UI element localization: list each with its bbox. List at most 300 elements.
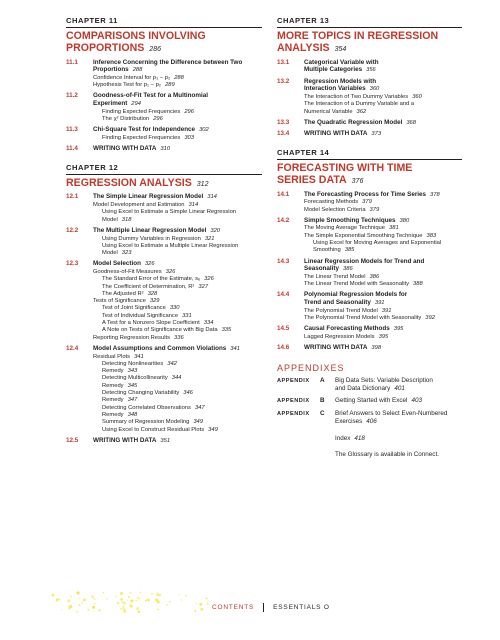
decorative-dot xyxy=(206,597,208,599)
subsection-title: Tests of Significance xyxy=(93,298,146,305)
chapter-rule xyxy=(277,27,462,28)
section-entry[interactable] xyxy=(66,437,262,446)
subsection-entry[interactable] xyxy=(66,375,262,382)
decorative-dot xyxy=(139,598,141,600)
appendix-entry[interactable] xyxy=(277,377,462,394)
page-number: 318 xyxy=(121,216,132,223)
section-entry[interactable] xyxy=(66,227,262,236)
page-number: 323 xyxy=(121,250,132,257)
decorative-dot xyxy=(98,609,101,612)
page-number: 379 xyxy=(362,199,372,206)
decorative-dot xyxy=(169,601,171,603)
chapter-label: CHAPTER 14 xyxy=(277,148,330,158)
page-number: 395 xyxy=(378,333,389,340)
subsection-title: Detecting Changing Variability xyxy=(102,390,180,397)
subsection-title: Detecting Correlated Observations xyxy=(102,404,191,411)
chapter-label: CHAPTER 13 xyxy=(277,16,330,25)
section-number: 12.2 xyxy=(66,226,79,234)
page-number: 348 xyxy=(127,411,138,418)
chapter-rule xyxy=(66,174,262,175)
appendixes-heading: APPENDIXES xyxy=(277,362,345,373)
section-number: 13.1 xyxy=(277,58,290,66)
subsection-title: Model Development and Estimation xyxy=(93,202,185,209)
page-number: 341 xyxy=(134,353,144,360)
subsection-title: Reporting Regression Results xyxy=(93,334,171,341)
page-number: 381 xyxy=(389,225,399,232)
page-number: 328 xyxy=(147,290,158,297)
chapter-title[interactable] xyxy=(66,31,262,56)
decorative-dot xyxy=(123,610,126,613)
subsection-title: Remedy xyxy=(102,382,124,389)
section-title: WRITING WITH DATA xyxy=(304,344,368,352)
page-number: 334 xyxy=(203,320,214,327)
decorative-dot xyxy=(103,592,104,593)
subsection-title: Using Excel for Moving Averages and Exponential xyxy=(313,240,442,247)
page-number: 329 xyxy=(149,298,160,305)
section-entry[interactable] xyxy=(66,260,262,269)
page-number: 342 xyxy=(167,360,177,367)
page-number: 288 xyxy=(132,67,143,74)
subsection-title: Model xyxy=(102,216,118,223)
section-number: 12.4 xyxy=(66,344,79,352)
subsection-entry[interactable] xyxy=(277,101,462,116)
subsection-entry[interactable] xyxy=(66,390,262,397)
section-title: The Quadratic Regression Model xyxy=(304,118,403,126)
decorative-dot xyxy=(151,593,153,595)
section-title: The Simple Linear Regression Model xyxy=(93,193,204,201)
section-entry[interactable] xyxy=(277,344,462,353)
decorative-dot xyxy=(123,602,126,605)
decorative-dot xyxy=(207,603,209,605)
subsection-entry[interactable] xyxy=(66,284,262,291)
decorative-dot xyxy=(81,602,83,604)
subsection-title: Using Excel to Construct Residual Plots xyxy=(102,426,205,433)
page-number: 354 xyxy=(334,45,347,53)
subsection-title: Remedy xyxy=(102,368,124,375)
section-number: 11.3 xyxy=(66,126,78,134)
subsection-entry[interactable] xyxy=(277,233,462,240)
appendix-tag: APPENDIX xyxy=(277,410,310,417)
page-number: 330 xyxy=(169,305,180,312)
section-number: 13.4 xyxy=(277,130,290,138)
page-number: 368 xyxy=(406,119,416,126)
page-number: 403 xyxy=(411,397,422,405)
decorative-dot xyxy=(199,603,202,606)
page-number: 314 xyxy=(188,202,199,209)
appendix-title: Exercises xyxy=(335,418,363,426)
section-entry[interactable] xyxy=(66,145,262,154)
decorative-dot xyxy=(138,611,141,614)
page-number: 379 xyxy=(369,206,380,213)
decorative-dot xyxy=(147,599,150,602)
section-entry[interactable] xyxy=(66,92,262,108)
section-number: 13.3 xyxy=(277,118,290,126)
decorative-dot xyxy=(179,594,181,596)
section-entry[interactable] xyxy=(66,126,262,135)
page-number: 401 xyxy=(394,385,405,393)
chapter-label: CHAPTER 12 xyxy=(66,162,119,172)
chapter-title-line: COMPARISONS INVOLVING xyxy=(66,30,206,42)
page-number: 360 xyxy=(412,93,422,100)
section-number: 11.4 xyxy=(66,145,78,153)
subsection-entry[interactable] xyxy=(66,405,262,412)
subsection-entry[interactable] xyxy=(66,298,262,305)
section-entry[interactable] xyxy=(277,130,462,139)
section-title: Model Selection xyxy=(93,260,141,268)
page-number: 320 xyxy=(210,227,221,234)
chapter-title-line: MORE TOPICS IN REGRESSION xyxy=(277,30,439,42)
decorative-dot xyxy=(130,599,133,602)
page-number: 312 xyxy=(196,180,209,188)
section-title: The Multiple Linear Regression Model xyxy=(93,226,207,234)
footer-separator xyxy=(263,603,264,612)
subsection-entry[interactable] xyxy=(66,412,262,419)
chapter-title[interactable] xyxy=(277,163,462,188)
section-entry[interactable] xyxy=(277,258,462,274)
chapter-title-line: SERIES DATA xyxy=(277,173,347,186)
appendix-letter: A xyxy=(320,376,325,384)
subsection-title: Finding Expected Frequencies xyxy=(102,108,181,115)
decorative-dot xyxy=(200,608,203,611)
decorative-dot xyxy=(70,595,72,597)
decorative-dot xyxy=(56,598,58,600)
subsection-entry[interactable] xyxy=(277,334,462,341)
subsection-title: Numerical Variable xyxy=(304,108,353,115)
subsection-title: Residual Plots xyxy=(93,353,131,360)
subsection-title: The Interaction of a Dummy Variable and a xyxy=(304,101,415,108)
section-number: 14.4 xyxy=(277,291,290,299)
subsection-title: Using Dummy Variables in Regression xyxy=(102,235,201,242)
decorative-dot xyxy=(94,598,96,600)
subsection-entry[interactable] xyxy=(66,397,262,404)
appendix-entry[interactable] xyxy=(277,410,462,427)
section-number: 14.1 xyxy=(277,190,290,198)
appendix-title: Getting Started with Excel xyxy=(335,397,408,405)
subsection-entry[interactable] xyxy=(66,236,262,243)
subsection-entry[interactable] xyxy=(66,361,262,368)
page-number: 386 xyxy=(343,266,353,273)
page-number: 347 xyxy=(194,404,205,411)
section-entry[interactable] xyxy=(277,78,462,94)
subsection-title: Test of Joint Significance xyxy=(102,305,166,312)
subsection-entry[interactable] xyxy=(66,354,262,361)
subsection-entry[interactable] xyxy=(66,383,262,390)
chapter-title-line: PROPORTIONS xyxy=(66,41,145,54)
decorative-dot xyxy=(129,602,130,603)
page-number: 296 xyxy=(153,115,163,122)
decorative-dots xyxy=(45,588,220,616)
subsection-title: Remedy xyxy=(102,397,124,404)
section-title: Interaction Variables xyxy=(304,85,366,93)
chapter-rule xyxy=(66,27,262,28)
section-number: 12.3 xyxy=(66,260,79,268)
subsection-entry[interactable] xyxy=(277,240,462,255)
page-number: 327 xyxy=(198,283,209,290)
page-number: 398 xyxy=(371,345,382,352)
chapter-title-line: FORECASTING WITH TIME xyxy=(277,162,413,175)
appendix-title: and Data Dictionary xyxy=(335,385,391,393)
subsection-title: Hypothesis Test for p₁ − p₂ xyxy=(93,82,162,89)
subsection-title: The Standard Error of the Estimate, sₑ xyxy=(102,276,201,283)
page-number: 321 xyxy=(204,235,215,242)
subsection-title: Test of Individual Significance xyxy=(102,312,179,319)
subsection-title: The Polynomial Trend Model xyxy=(304,307,378,314)
chapter-title-line: REGRESSION ANALYSIS xyxy=(66,176,192,189)
section-number: 14.6 xyxy=(277,344,290,352)
page-number: 360 xyxy=(369,86,380,93)
subsection-entry[interactable] xyxy=(66,305,262,312)
page-number: 347 xyxy=(127,397,138,404)
decorative-dot xyxy=(185,595,187,597)
page-number: 395 xyxy=(393,326,404,333)
footer-contents-label: CONTENTS xyxy=(212,604,255,612)
section-title: WRITING WITH DATA xyxy=(93,145,157,153)
decorative-dot xyxy=(159,594,161,596)
subsection-entry[interactable] xyxy=(66,320,262,327)
glossary-note: The Glossary is available in Connect. xyxy=(335,450,439,458)
decorative-dot xyxy=(52,594,55,597)
decorative-dot xyxy=(130,592,132,594)
section-title: Polynomial Regression Models for xyxy=(304,291,408,299)
section-title: Linear Regression Models for Trend and xyxy=(304,257,425,265)
appendix-letter: B xyxy=(320,397,325,405)
page-number: 362 xyxy=(356,108,367,115)
chapter-rule xyxy=(277,159,462,160)
subsection-entry[interactable] xyxy=(277,94,462,101)
subsection-title: Confidence Interval for p₁ − p₂ xyxy=(93,74,171,81)
appendix-tag: APPENDIX xyxy=(277,377,310,384)
right-column xyxy=(277,16,462,459)
subsection-title: A Note on Tests of Significance with Big Data xyxy=(102,327,218,334)
decorative-dot xyxy=(130,605,133,608)
page-number: 286 xyxy=(149,45,161,53)
subsection-entry[interactable] xyxy=(66,269,262,276)
section-title: Categorical Variable with xyxy=(304,58,379,66)
subsection-title: Lagged Regression Models xyxy=(304,333,375,340)
subsection-title: Finding Expected Frequencies xyxy=(102,134,181,141)
section-number: 14.3 xyxy=(277,257,290,265)
decorative-dot xyxy=(94,603,96,605)
subsection-entry[interactable] xyxy=(66,82,262,89)
subsection-entry[interactable] xyxy=(277,207,462,214)
page-number: 391 xyxy=(381,307,392,314)
page-number: 310 xyxy=(160,146,171,153)
subsection-entry[interactable] xyxy=(66,276,262,283)
subsection-entry[interactable] xyxy=(66,368,262,375)
decorative-dot xyxy=(136,607,139,610)
chapter-title[interactable] xyxy=(66,178,262,191)
section-entry[interactable] xyxy=(277,59,462,75)
page-number: 383 xyxy=(426,232,437,239)
section-title: The Forecasting Process for Time Series xyxy=(304,190,427,198)
page-number: 346 xyxy=(183,390,193,397)
section-title: Experiment xyxy=(93,99,128,107)
section-entry[interactable] xyxy=(66,193,262,202)
appendix-tag: APPENDIX xyxy=(277,398,310,405)
subsection-entry[interactable] xyxy=(66,313,262,320)
page-number: 289 xyxy=(165,82,175,89)
page-number: 373 xyxy=(371,131,382,138)
appendix-title: Brief Answers to Select Even-Numbered xyxy=(335,409,448,417)
section-title: Simple Smoothing Techniques xyxy=(304,216,396,224)
section-number: 14.2 xyxy=(277,216,290,224)
page-number: 294 xyxy=(131,100,141,107)
subsection-entry[interactable] xyxy=(277,281,462,288)
decorative-dot xyxy=(92,610,93,611)
subsection-entry[interactable] xyxy=(66,209,262,224)
page-number: 356 xyxy=(366,67,376,74)
chapter-label: CHAPTER 11 xyxy=(66,16,118,25)
section-entry[interactable] xyxy=(277,119,462,128)
section-number: 12.5 xyxy=(66,436,79,444)
subsection-title: The Linear Trend Model with Seasonality xyxy=(304,281,410,288)
decorative-dot xyxy=(67,599,70,602)
page-number: 343 xyxy=(127,368,138,375)
appendix-letter: C xyxy=(320,409,325,417)
decorative-dot xyxy=(76,611,78,613)
page-number: 344 xyxy=(171,375,182,382)
decorative-dot xyxy=(120,592,123,595)
section-number: 12.1 xyxy=(66,193,79,201)
decorative-dot xyxy=(115,595,117,597)
subsection-title: The Simple Exponential Smoothing Technique xyxy=(304,232,423,239)
page-number: 386 xyxy=(369,273,380,280)
page-number: 288 xyxy=(174,74,184,81)
subsection-entry[interactable] xyxy=(66,335,262,342)
subsection-entry[interactable] xyxy=(66,427,262,434)
page-number: 378 xyxy=(430,191,440,198)
section-entry[interactable] xyxy=(66,59,262,75)
section-title: Seasonality xyxy=(304,265,339,273)
decorative-dot xyxy=(120,608,122,610)
subsection-title: A Test for a Nonzero Slope Coefficient xyxy=(102,320,200,327)
index-entry[interactable] xyxy=(277,435,462,443)
subsection-entry[interactable] xyxy=(66,243,262,258)
subsection-entry[interactable] xyxy=(66,419,262,426)
decorative-dot xyxy=(207,602,208,603)
page-number: 345 xyxy=(127,382,138,389)
subsection-entry[interactable] xyxy=(66,291,262,298)
page-number: 349 xyxy=(208,426,218,433)
left-column xyxy=(66,16,262,445)
section-entry[interactable] xyxy=(277,217,462,226)
decorative-dot xyxy=(106,598,107,599)
subsection-entry[interactable] xyxy=(66,327,262,334)
subsection-title: Using Excel to Estimate a Simple Linear Regression xyxy=(102,209,237,216)
decorative-dot xyxy=(156,594,159,597)
subsection-entry[interactable] xyxy=(277,225,462,232)
section-number: 11.2 xyxy=(66,92,78,100)
subsection-title: The Polynomial Trend Model with Seasonality xyxy=(304,314,422,321)
section-title: Model Assumptions and Common Violations xyxy=(93,344,227,352)
section-title: Chi-Square Test for Independence xyxy=(93,126,196,134)
decorative-dot xyxy=(83,599,86,602)
subsection-title: Goodness-of-Fit Measures xyxy=(93,269,162,275)
decorative-dot xyxy=(123,606,125,608)
section-entry[interactable] xyxy=(277,191,462,200)
decorative-dot xyxy=(78,604,80,606)
page-number: 406 xyxy=(366,418,377,426)
page-number: 351 xyxy=(160,437,171,444)
subsection-title: The Linear Trend Model xyxy=(304,273,366,280)
subsection-entry[interactable] xyxy=(66,202,262,209)
section-entry[interactable] xyxy=(277,325,462,334)
subsection-entry[interactable] xyxy=(277,199,462,206)
index-label: Index xyxy=(335,434,351,442)
subsection-entry[interactable] xyxy=(277,274,462,281)
subsection-entry[interactable] xyxy=(66,116,262,123)
section-title: WRITING WITH DATA xyxy=(93,436,157,444)
decorative-dot xyxy=(155,598,158,601)
section-title: WRITING WITH DATA xyxy=(304,130,368,138)
decorative-dot xyxy=(194,610,196,612)
page-footer xyxy=(212,603,330,612)
page-number: 349 xyxy=(193,419,203,426)
appendix-entry[interactable] xyxy=(277,397,462,405)
section-number: 11.1 xyxy=(66,58,78,66)
decorative-dot xyxy=(91,595,94,598)
section-number: 13.2 xyxy=(277,77,290,85)
decorative-dot xyxy=(157,609,159,611)
subsection-entry[interactable] xyxy=(66,135,262,142)
decorative-dot xyxy=(120,598,122,600)
decorative-dot xyxy=(127,600,128,601)
subsection-title: Remedy xyxy=(102,411,124,418)
section-title: Trend and Seasonality xyxy=(304,298,371,306)
subsection-title: Smoothing xyxy=(313,247,341,254)
page-number: 296 xyxy=(184,108,194,115)
subsection-title: The Coefficient of Determination, R² xyxy=(102,283,195,290)
section-entry[interactable] xyxy=(66,345,262,354)
subsection-title: The Interaction of Two Dummy Variables xyxy=(304,93,409,100)
decorative-dot xyxy=(128,596,130,598)
page-number: 336 xyxy=(174,334,184,341)
subsection-entry[interactable] xyxy=(277,308,462,315)
section-title: Goodness-of-Fit Test for a Multinomial xyxy=(93,92,208,100)
decorative-dot xyxy=(196,603,197,604)
chapter-title[interactable] xyxy=(277,31,462,56)
page-number: 380 xyxy=(399,217,410,224)
page-number: 326 xyxy=(165,269,176,275)
subsection-title: The Moving Average Technique xyxy=(304,225,385,232)
decorative-dot xyxy=(135,600,136,601)
section-entry[interactable] xyxy=(277,291,462,307)
subsection-title: Detecting Nonlinearities xyxy=(102,360,164,367)
decorative-dot xyxy=(76,592,77,593)
decorative-dot xyxy=(166,604,168,606)
decorative-dot xyxy=(70,605,73,608)
decorative-dot xyxy=(87,609,89,611)
page-number: 314 xyxy=(207,194,217,201)
subsection-entry[interactable] xyxy=(277,315,462,322)
subsection-entry[interactable] xyxy=(66,75,262,82)
page-number: 392 xyxy=(425,314,435,321)
subsection-title: Model xyxy=(102,250,118,257)
page-number: 326 xyxy=(204,276,214,283)
subsection-title: Forecasting Methods xyxy=(304,199,359,206)
page-number: 341 xyxy=(230,345,240,352)
subsection-title: The χ² Distribution xyxy=(102,115,150,122)
chapter-title-line: ANALYSIS xyxy=(277,41,330,54)
page-number: 331 xyxy=(182,312,192,319)
subsection-title: Using Excel to Estimate a Multiple Linear Regression xyxy=(102,242,239,249)
subsection-title: The Adjusted R² xyxy=(102,290,144,297)
decorative-dot xyxy=(121,601,122,602)
subsection-entry[interactable] xyxy=(66,109,262,116)
section-number: 14.5 xyxy=(277,325,290,333)
page-number: 335 xyxy=(221,327,232,334)
page-number: 303 xyxy=(184,134,194,141)
